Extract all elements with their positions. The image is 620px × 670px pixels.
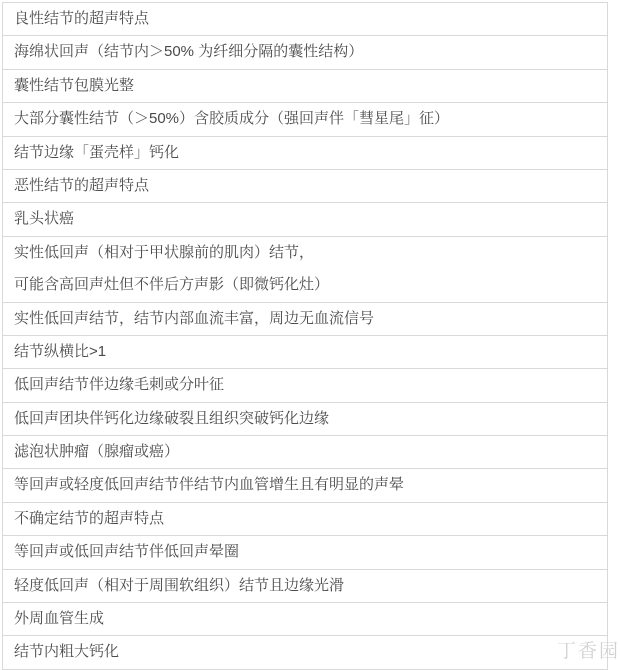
feature-table bbox=[2, 2, 608, 670]
table-row bbox=[3, 469, 607, 502]
row-text: 等回声或低回声结节伴低回声晕圈 bbox=[14, 543, 240, 561]
table-row bbox=[3, 36, 607, 69]
table-row bbox=[3, 369, 607, 402]
row-text: 大部分囊性结节（＞50%）含胶质成分（强回声伴「彗星尾」征） bbox=[14, 110, 450, 128]
row-text: 结节内粗大钙化 bbox=[14, 643, 120, 661]
table-row bbox=[3, 570, 607, 603]
watermark: 丁香园 bbox=[556, 641, 620, 662]
table-row bbox=[3, 536, 607, 569]
table-row bbox=[3, 503, 607, 536]
row-text: 结节边缘「蛋壳样」钙化 bbox=[14, 143, 180, 161]
table-row bbox=[3, 403, 607, 436]
row-text: 等回声或轻度低回声结节伴结节内血管增生且有明显的声晕 bbox=[14, 476, 405, 494]
table-row bbox=[3, 303, 607, 336]
row-text: 可能含高回声灶但不伴后方声影（即微钙化灶） bbox=[14, 276, 330, 294]
row-text: 轻度低回声（相对于周围软组织）结节且边缘光滑 bbox=[14, 576, 345, 594]
row-text: 低回声团块伴钙化边缘破裂且组织突破钙化边缘 bbox=[14, 409, 330, 427]
row-text: 低回声结节伴边缘毛刺或分叶征 bbox=[14, 376, 225, 394]
row-text: 实性低回声（相对于甲状腺前的肌肉）结节， bbox=[14, 243, 315, 261]
row-text: 滤泡状肿瘤（腺瘤或癌） bbox=[14, 443, 180, 461]
row-text: 实性低回声结节，结节内部血流丰富，周边无血流信号 bbox=[14, 309, 375, 327]
table-row bbox=[3, 70, 607, 103]
row-text: 外周血管生成 bbox=[14, 610, 105, 628]
table-row bbox=[3, 203, 607, 236]
row-text: 不确定结节的超声特点 bbox=[14, 509, 165, 527]
table-row bbox=[3, 336, 607, 369]
row-text: 乳头状癌 bbox=[14, 210, 75, 228]
table-row bbox=[3, 237, 607, 303]
table-row bbox=[3, 436, 607, 469]
table-row bbox=[3, 603, 607, 636]
table-row bbox=[3, 636, 607, 669]
row-text: 囊性结节包膜光整 bbox=[14, 76, 135, 94]
row-text: 良性结节的超声特点 bbox=[14, 10, 150, 27]
table-row bbox=[3, 103, 607, 136]
row-text: 海绵状回声（结节内＞50% 为纤细分隔的囊性结构） bbox=[14, 43, 364, 61]
table-row bbox=[3, 170, 607, 203]
row-text: 恶性结节的超声特点 bbox=[14, 176, 150, 194]
row-text: 结节纵横比>1 bbox=[14, 342, 107, 360]
table-row bbox=[3, 3, 607, 36]
table-row bbox=[3, 137, 607, 170]
